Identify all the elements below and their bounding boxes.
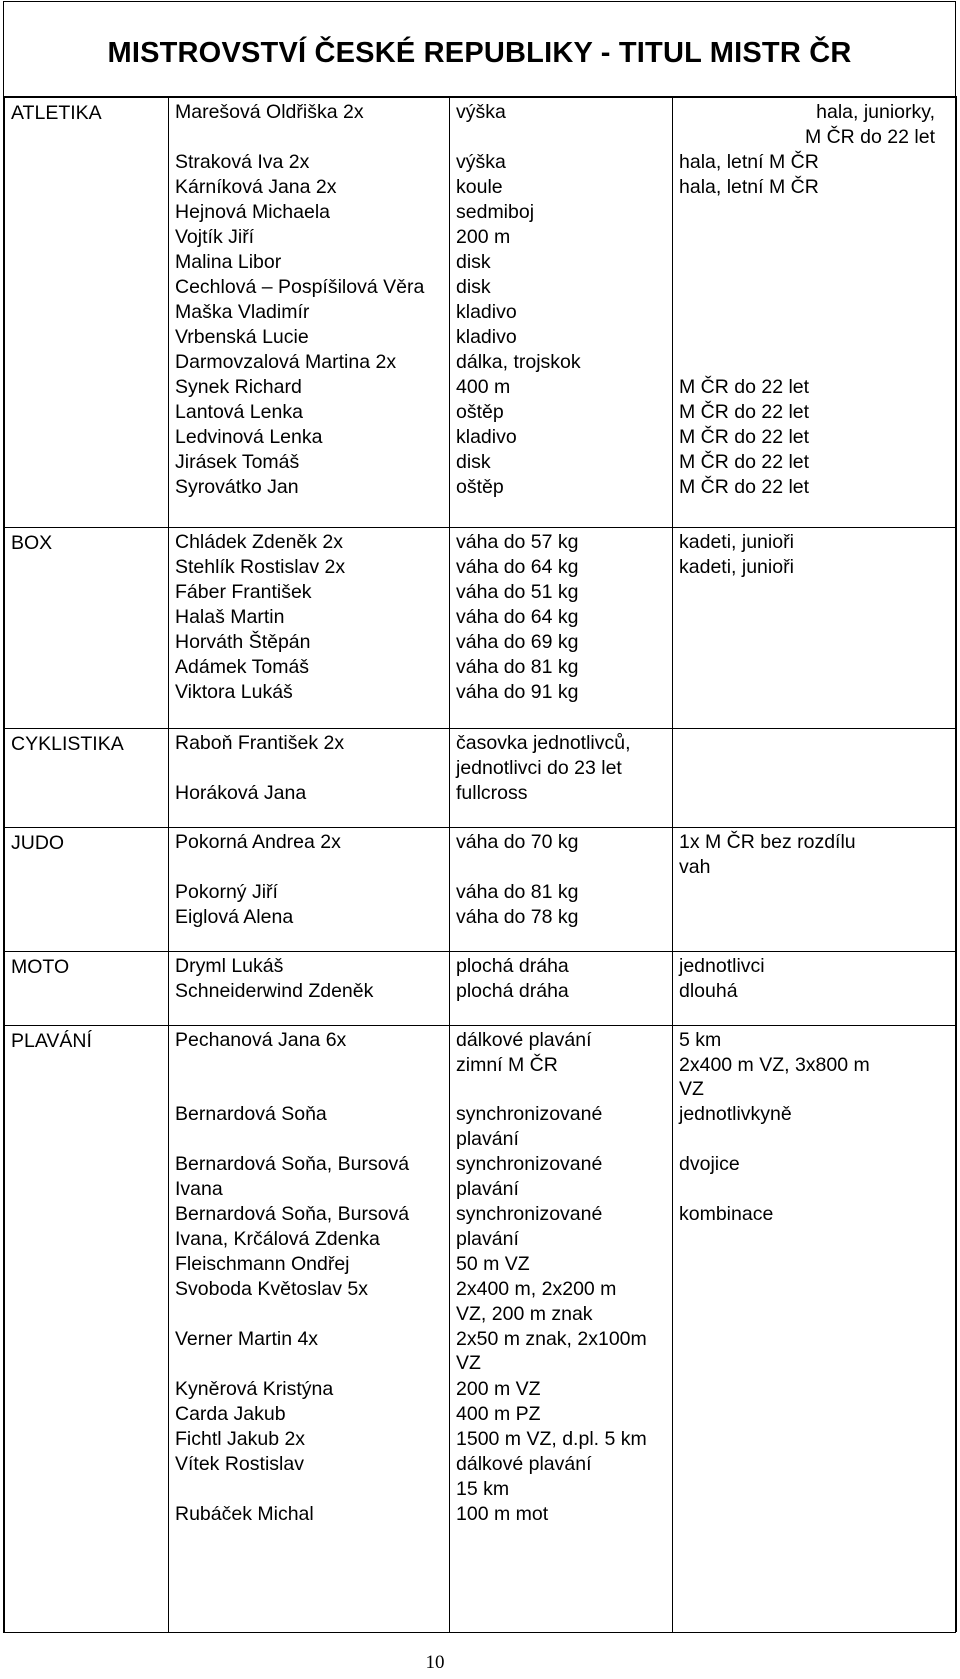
cell-note: M ČR do 22 let bbox=[679, 475, 810, 498]
cell-name: Stehlík Rostislav 2x bbox=[175, 556, 346, 578]
cell-event: dálkové plavání 15 km bbox=[456, 1453, 592, 1500]
cell-name: Straková Iva 2x bbox=[175, 150, 310, 173]
cell-name: Vojtík Jiří bbox=[175, 225, 255, 248]
table-bottom-border bbox=[3, 1632, 956, 1633]
title-box bbox=[3, 1, 956, 97]
cell-note: hala, juniorky, M ČR do 22 let bbox=[804, 101, 935, 148]
cell-name: Pechanová Jana 6x bbox=[175, 1029, 347, 1051]
cell-name: Horáková Jana bbox=[175, 781, 307, 804]
cell-event: 200 m VZ bbox=[456, 1377, 541, 1400]
cell-name: Pokorná Andrea 2x bbox=[175, 831, 341, 853]
column-divider bbox=[672, 827, 673, 951]
cell-event: váha do 69 kg bbox=[456, 631, 579, 653]
column-divider bbox=[672, 527, 673, 728]
cell-note: 1x M ČR bez rozdílu vah bbox=[679, 831, 856, 878]
cell-event: plochá dráha bbox=[456, 955, 569, 977]
cell-note: dlouhá bbox=[679, 980, 738, 1002]
sport-name: PLAVÁNÍ bbox=[11, 1030, 92, 1052]
cell-name: Verner Martin 4x bbox=[175, 1327, 319, 1350]
page-number: 10 bbox=[425, 1652, 445, 1673]
column-divider bbox=[449, 827, 450, 951]
cell-name: Vítek Rostislav bbox=[175, 1453, 304, 1476]
cell-name: Fleischmann Ondřej bbox=[175, 1252, 350, 1275]
cell-note: dvojice bbox=[679, 1153, 740, 1176]
cell-note: M ČR do 22 let bbox=[679, 425, 810, 448]
cell-name: Syrovátko Jan bbox=[175, 475, 299, 498]
cell-event: synchronizované plavání bbox=[456, 1203, 603, 1250]
column-divider bbox=[449, 728, 450, 827]
cell-note: M ČR do 22 let bbox=[679, 450, 810, 473]
cell-event: váha do 64 kg bbox=[456, 556, 579, 578]
table-right-border bbox=[955, 96, 957, 1632]
cell-event: 2x50 m znak, 2x100m VZ bbox=[456, 1327, 647, 1375]
cell-note: M ČR do 22 let bbox=[679, 375, 810, 398]
cell-event: váha do 57 kg bbox=[456, 531, 579, 553]
cell-note: M ČR do 22 let bbox=[679, 400, 810, 423]
cell-event: synchronizované plavání bbox=[456, 1153, 603, 1200]
cell-note: jednotlivci bbox=[679, 955, 765, 977]
cell-name: Kyněrová Kristýna bbox=[175, 1377, 334, 1400]
cell-name: Maška Vladimír bbox=[175, 300, 310, 323]
cell-event: oštěp bbox=[456, 475, 504, 498]
cell-event: váha do 81 kg bbox=[456, 656, 579, 678]
cell-name: Bernardová Soňa, Bursová Ivana bbox=[175, 1153, 410, 1200]
section-separator bbox=[3, 527, 956, 528]
cell-event: sedmiboj bbox=[456, 200, 535, 223]
cell-name: Jirásek Tomáš bbox=[175, 450, 300, 473]
sport-name: BOX bbox=[11, 532, 53, 554]
cell-event: 1500 m VZ, d.pl. 5 km bbox=[456, 1428, 647, 1450]
cell-name: Dryml Lukáš bbox=[175, 955, 284, 977]
cell-event: kladivo bbox=[456, 325, 517, 348]
cell-event: váha do 81 kg bbox=[456, 880, 579, 903]
cell-note: jednotlivkyně bbox=[679, 1103, 792, 1126]
cell-event: 50 m VZ bbox=[456, 1252, 530, 1275]
cell-name: Pokorný Jiří bbox=[175, 880, 278, 903]
cell-note: kadeti, junioři bbox=[679, 556, 794, 578]
table-left-border bbox=[3, 96, 5, 1632]
cell-name: Adámek Tomáš bbox=[175, 656, 310, 678]
cell-name: Viktora Lukáš bbox=[175, 681, 293, 703]
column-divider bbox=[168, 527, 169, 728]
cell-name: Schneiderwind Zdeněk bbox=[175, 980, 374, 1002]
cell-name: Halaš Martin bbox=[175, 606, 285, 628]
column-divider bbox=[672, 1025, 673, 1632]
cell-name: Rubáček Michal bbox=[175, 1503, 314, 1525]
cell-note: hala, letní M ČR bbox=[679, 175, 819, 198]
cell-event: váha do 78 kg bbox=[456, 905, 579, 928]
column-divider bbox=[168, 951, 169, 1025]
section-separator bbox=[3, 951, 956, 952]
cell-name: Bernardová Soňa bbox=[175, 1103, 327, 1126]
section-separator bbox=[3, 728, 956, 729]
cell-name: Bernardová Soňa, Bursová Ivana, Krčálová Zdenka bbox=[175, 1203, 410, 1250]
cell-note: kadeti, junioři bbox=[679, 531, 794, 553]
cell-event: plochá dráha bbox=[456, 980, 569, 1002]
cell-event: kladivo bbox=[456, 425, 517, 448]
cell-event: dálka, trojskok bbox=[456, 350, 581, 373]
column-divider bbox=[168, 827, 169, 951]
cell-name: Darmovzalová Martina 2x bbox=[175, 350, 397, 373]
cell-name: Hejnová Michaela bbox=[175, 200, 331, 223]
cell-name: Horváth Štěpán bbox=[175, 631, 311, 653]
cell-name: Fichtl Jakub 2x bbox=[175, 1428, 306, 1450]
cell-name: Raboň František 2x bbox=[175, 732, 345, 754]
cell-event: výška bbox=[456, 101, 506, 123]
cell-note: kombinace bbox=[679, 1203, 774, 1225]
cell-event: disk bbox=[456, 250, 491, 273]
cell-name: Cechlová – Pospíšilová Věra bbox=[175, 275, 425, 298]
cell-event: časovka jednotlivců, jednotlivci do 23 let bbox=[456, 732, 631, 779]
cell-event: výška bbox=[456, 150, 506, 173]
column-divider bbox=[449, 527, 450, 728]
column-divider bbox=[449, 951, 450, 1025]
sport-name: MOTO bbox=[11, 956, 70, 978]
cell-note: hala, letní M ČR bbox=[679, 150, 819, 173]
cell-name: Marešová Oldřiška 2x bbox=[175, 101, 364, 123]
column-divider bbox=[672, 951, 673, 1025]
cell-event: kladivo bbox=[456, 300, 517, 323]
sport-name: CYKLISTIKA bbox=[11, 733, 124, 755]
cell-name: Synek Richard bbox=[175, 375, 302, 398]
cell-name: Svoboda Květoslav 5x bbox=[175, 1278, 368, 1300]
cell-name: Malina Libor bbox=[175, 250, 282, 273]
section-separator bbox=[3, 97, 956, 98]
column-divider bbox=[449, 1025, 450, 1632]
column-divider bbox=[168, 1025, 169, 1632]
cell-event: 2x400 m, 2x200 m VZ, 200 m znak bbox=[456, 1278, 617, 1325]
cell-event: fullcross bbox=[456, 781, 528, 804]
cell-name: Eiglová Alena bbox=[175, 905, 294, 928]
page-title: MISTROVSTVÍ ČESKÉ REPUBLIKY - TITUL MISTR ČR bbox=[107, 37, 852, 69]
cell-name: Fáber František bbox=[175, 581, 312, 603]
column-divider bbox=[168, 728, 169, 827]
cell-event: dálkové plavání zimní M ČR bbox=[456, 1029, 592, 1076]
cell-event: koule bbox=[456, 175, 503, 198]
cell-event: váha do 64 kg bbox=[456, 606, 579, 628]
cell-event: váha do 70 kg bbox=[456, 831, 579, 853]
cell-name: Lantová Lenka bbox=[175, 400, 303, 423]
cell-name: Ledvinová Lenka bbox=[175, 425, 323, 448]
column-divider bbox=[672, 97, 673, 527]
section-separator bbox=[3, 827, 956, 828]
sport-name: JUDO bbox=[11, 832, 65, 854]
cell-event: oštěp bbox=[456, 400, 504, 423]
sport-name: ATLETIKA bbox=[11, 102, 102, 124]
cell-event: disk bbox=[456, 275, 491, 298]
cell-event: 400 m PZ bbox=[456, 1402, 541, 1425]
column-divider bbox=[168, 97, 169, 527]
cell-name: Chládek Zdeněk 2x bbox=[175, 531, 344, 553]
cell-note: 5 km 2x400 m VZ, 3x800 m VZ bbox=[679, 1029, 870, 1101]
cell-name: Carda Jakub bbox=[175, 1402, 286, 1425]
column-divider bbox=[449, 97, 450, 527]
cell-event: váha do 51 kg bbox=[456, 581, 579, 603]
cell-event: 400 m bbox=[456, 375, 511, 398]
cell-event: synchronizované plavání bbox=[456, 1103, 603, 1150]
column-divider bbox=[672, 728, 673, 827]
section-separator bbox=[3, 1025, 956, 1026]
cell-name: Kárníková Jana 2x bbox=[175, 175, 337, 198]
cell-event: disk bbox=[456, 450, 491, 473]
cell-event: 100 m mot bbox=[456, 1503, 549, 1525]
cell-event: 200 m bbox=[456, 225, 511, 248]
cell-event: váha do 91 kg bbox=[456, 681, 579, 703]
cell-name: Vrbenská Lucie bbox=[175, 325, 309, 348]
